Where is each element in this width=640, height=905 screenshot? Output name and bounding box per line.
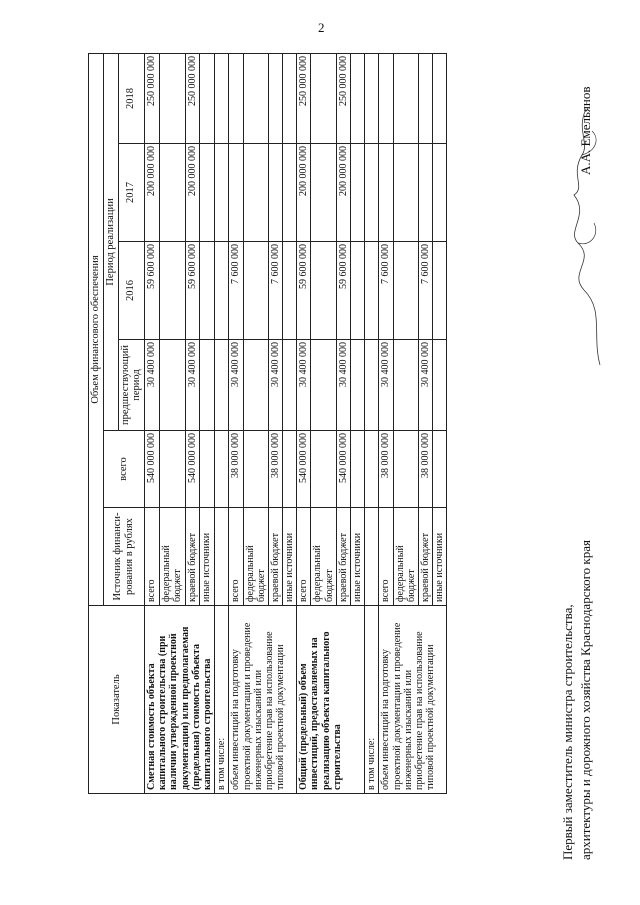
source-cell: федеральный бюджет — [311, 508, 336, 606]
value-cell — [379, 53, 393, 143]
value-cell — [200, 53, 215, 143]
value-cell — [393, 144, 418, 242]
value-cell: 200 000 000 — [336, 144, 350, 242]
header-total: всего — [103, 431, 144, 508]
value-cell — [393, 53, 418, 143]
value-cell: 59 600 000 — [336, 242, 350, 340]
value-cell: 540 000 000 — [145, 431, 160, 508]
value-cell — [229, 53, 243, 143]
value-cell — [159, 242, 185, 340]
source-cell — [215, 508, 229, 606]
source-cell: иные источники — [200, 508, 215, 606]
table-row — [215, 53, 229, 793]
value-cell — [393, 431, 418, 508]
value-cell: 250 000 000 — [145, 53, 160, 143]
value-cell: 7 600 000 — [229, 242, 243, 340]
value-cell: 7 600 000 — [268, 242, 282, 340]
header-year: 2016 — [118, 242, 145, 340]
value-cell: 540 000 000 — [336, 431, 350, 508]
value-cell — [393, 242, 418, 340]
value-cell: 200 000 000 — [297, 144, 311, 242]
value-cell: 250 000 000 — [297, 53, 311, 143]
value-cell — [433, 242, 447, 340]
source-cell: федеральный бюджет — [243, 508, 268, 606]
value-cell — [433, 340, 447, 431]
value-cell — [283, 340, 297, 431]
value-cell — [215, 53, 229, 143]
value-cell: 38 000 000 — [268, 431, 282, 508]
value-cell — [365, 53, 379, 143]
table-row — [229, 53, 243, 793]
value-cell: 59 600 000 — [145, 242, 160, 340]
value-cell — [379, 144, 393, 242]
value-cell: 30 400 000 — [185, 340, 200, 431]
value-cell — [283, 144, 297, 242]
value-cell: 30 400 000 — [418, 340, 432, 431]
value-cell — [243, 431, 268, 508]
value-cell: 250 000 000 — [336, 53, 350, 143]
header-period: Период реализации — [103, 53, 118, 430]
table-row — [379, 53, 393, 793]
signatory-position-line-2: архитектуры и дорожного хозяйства Краснодарского края — [578, 540, 593, 860]
source-cell: иные источники — [351, 508, 365, 606]
value-cell: 540 000 000 — [297, 431, 311, 508]
header-year: 2018 — [118, 53, 145, 143]
value-cell — [159, 431, 185, 508]
value-cell — [351, 53, 365, 143]
signatory-position-line-1: Первый заместитель министра строительства, — [560, 604, 575, 860]
source-cell: краевой бюджет — [336, 508, 350, 606]
value-cell: 30 400 000 — [145, 340, 160, 431]
value-cell — [311, 340, 336, 431]
value-cell: 200 000 000 — [185, 144, 200, 242]
rotated-financing-table — [88, 54, 446, 794]
value-cell — [243, 340, 268, 431]
indicator-cell: в том числе: — [215, 606, 229, 794]
source-cell: всего — [379, 508, 393, 606]
source-cell — [365, 508, 379, 606]
value-cell — [243, 53, 268, 143]
value-cell — [215, 144, 229, 242]
value-cell: 30 400 000 — [229, 340, 243, 431]
value-cell — [365, 144, 379, 242]
table-row — [297, 53, 311, 793]
value-cell — [351, 340, 365, 431]
value-cell — [351, 144, 365, 242]
value-cell — [243, 144, 268, 242]
indicator-cell: объем инвестиций на подготовку проектной документации и проведение инженерных изысканий или приобретение прав на использование типовой проектной документации — [229, 606, 297, 794]
value-cell — [433, 431, 447, 508]
value-cell — [268, 53, 282, 143]
indicator-cell: в том числе: — [365, 606, 379, 794]
value-cell — [215, 340, 229, 431]
value-cell — [418, 53, 432, 143]
value-cell: 59 600 000 — [185, 242, 200, 340]
table-row — [145, 53, 160, 793]
value-cell — [433, 53, 447, 143]
value-cell — [159, 144, 185, 242]
header-source: Источник финанси-рования в рублях — [103, 508, 144, 606]
value-cell: 38 000 000 — [379, 431, 393, 508]
value-cell — [365, 242, 379, 340]
value-cell — [365, 431, 379, 508]
value-cell: 30 400 000 — [379, 340, 393, 431]
header-indicator: Показатель — [89, 606, 145, 794]
value-cell — [268, 144, 282, 242]
header-financing: Объем финансового обеспечения — [89, 53, 104, 605]
value-cell — [283, 242, 297, 340]
source-cell: всего — [145, 508, 160, 606]
value-cell — [351, 242, 365, 340]
source-cell: иные источники — [433, 508, 447, 606]
indicator-cell: объем инвестиций на подготовку проектной документации и проведение инженерных изысканий или приобретение прав на использование типовой проектной документации — [379, 606, 447, 794]
value-cell — [215, 431, 229, 508]
value-cell — [283, 53, 297, 143]
indicator-cell: Сметная стоимость объекта капитального строительства (при наличии утвержденной проектной документации) или предполагаемая (предельная) стоимость объекта капитального строительства — [145, 606, 215, 794]
value-cell — [418, 144, 432, 242]
value-cell: 38 000 000 — [418, 431, 432, 508]
value-cell: 7 600 000 — [418, 242, 432, 340]
value-cell — [243, 242, 268, 340]
value-cell — [200, 340, 215, 431]
value-cell: 7 600 000 — [379, 242, 393, 340]
source-cell: всего — [297, 508, 311, 606]
value-cell: 30 400 000 — [297, 340, 311, 431]
value-cell: 59 600 000 — [297, 242, 311, 340]
table-body — [145, 53, 447, 793]
source-cell: федеральный бюджет — [159, 508, 185, 606]
value-cell — [365, 340, 379, 431]
value-cell: 250 000 000 — [185, 53, 200, 143]
value-cell — [200, 144, 215, 242]
value-cell: 540 000 000 — [185, 431, 200, 508]
table-row — [365, 53, 379, 793]
source-cell: краевой бюджет — [418, 508, 432, 606]
source-cell: всего — [229, 508, 243, 606]
value-cell — [283, 431, 297, 508]
page-number: 2 — [318, 20, 325, 35]
value-cell — [159, 53, 185, 143]
value-cell: 38 000 000 — [229, 431, 243, 508]
value-cell: 30 400 000 — [268, 340, 282, 431]
value-cell — [229, 144, 243, 242]
value-cell — [433, 144, 447, 242]
source-cell: краевой бюджет — [268, 508, 282, 606]
indicator-cell: Общий (предельный) объем инвестиций, предоставляемых на реализацию объекта капитального строительства — [297, 606, 365, 794]
value-cell — [200, 242, 215, 340]
value-cell — [311, 431, 336, 508]
value-cell — [351, 431, 365, 508]
value-cell: 30 400 000 — [336, 340, 350, 431]
value-cell — [159, 340, 185, 431]
source-cell: иные источники — [283, 508, 297, 606]
financing-table — [88, 53, 447, 794]
source-cell: федеральный бюджет — [393, 508, 418, 606]
header-previous-period: предшествующий период — [118, 340, 145, 431]
value-cell — [215, 242, 229, 340]
value-cell — [311, 53, 336, 143]
header-year: 2017 — [118, 144, 145, 242]
value-cell: 200 000 000 — [145, 144, 160, 242]
source-cell: краевой бюджет — [185, 508, 200, 606]
value-cell — [393, 340, 418, 431]
value-cell — [311, 242, 336, 340]
signatory-name: А.А. Емельянов — [578, 86, 593, 175]
value-cell — [200, 431, 215, 508]
value-cell — [311, 144, 336, 242]
